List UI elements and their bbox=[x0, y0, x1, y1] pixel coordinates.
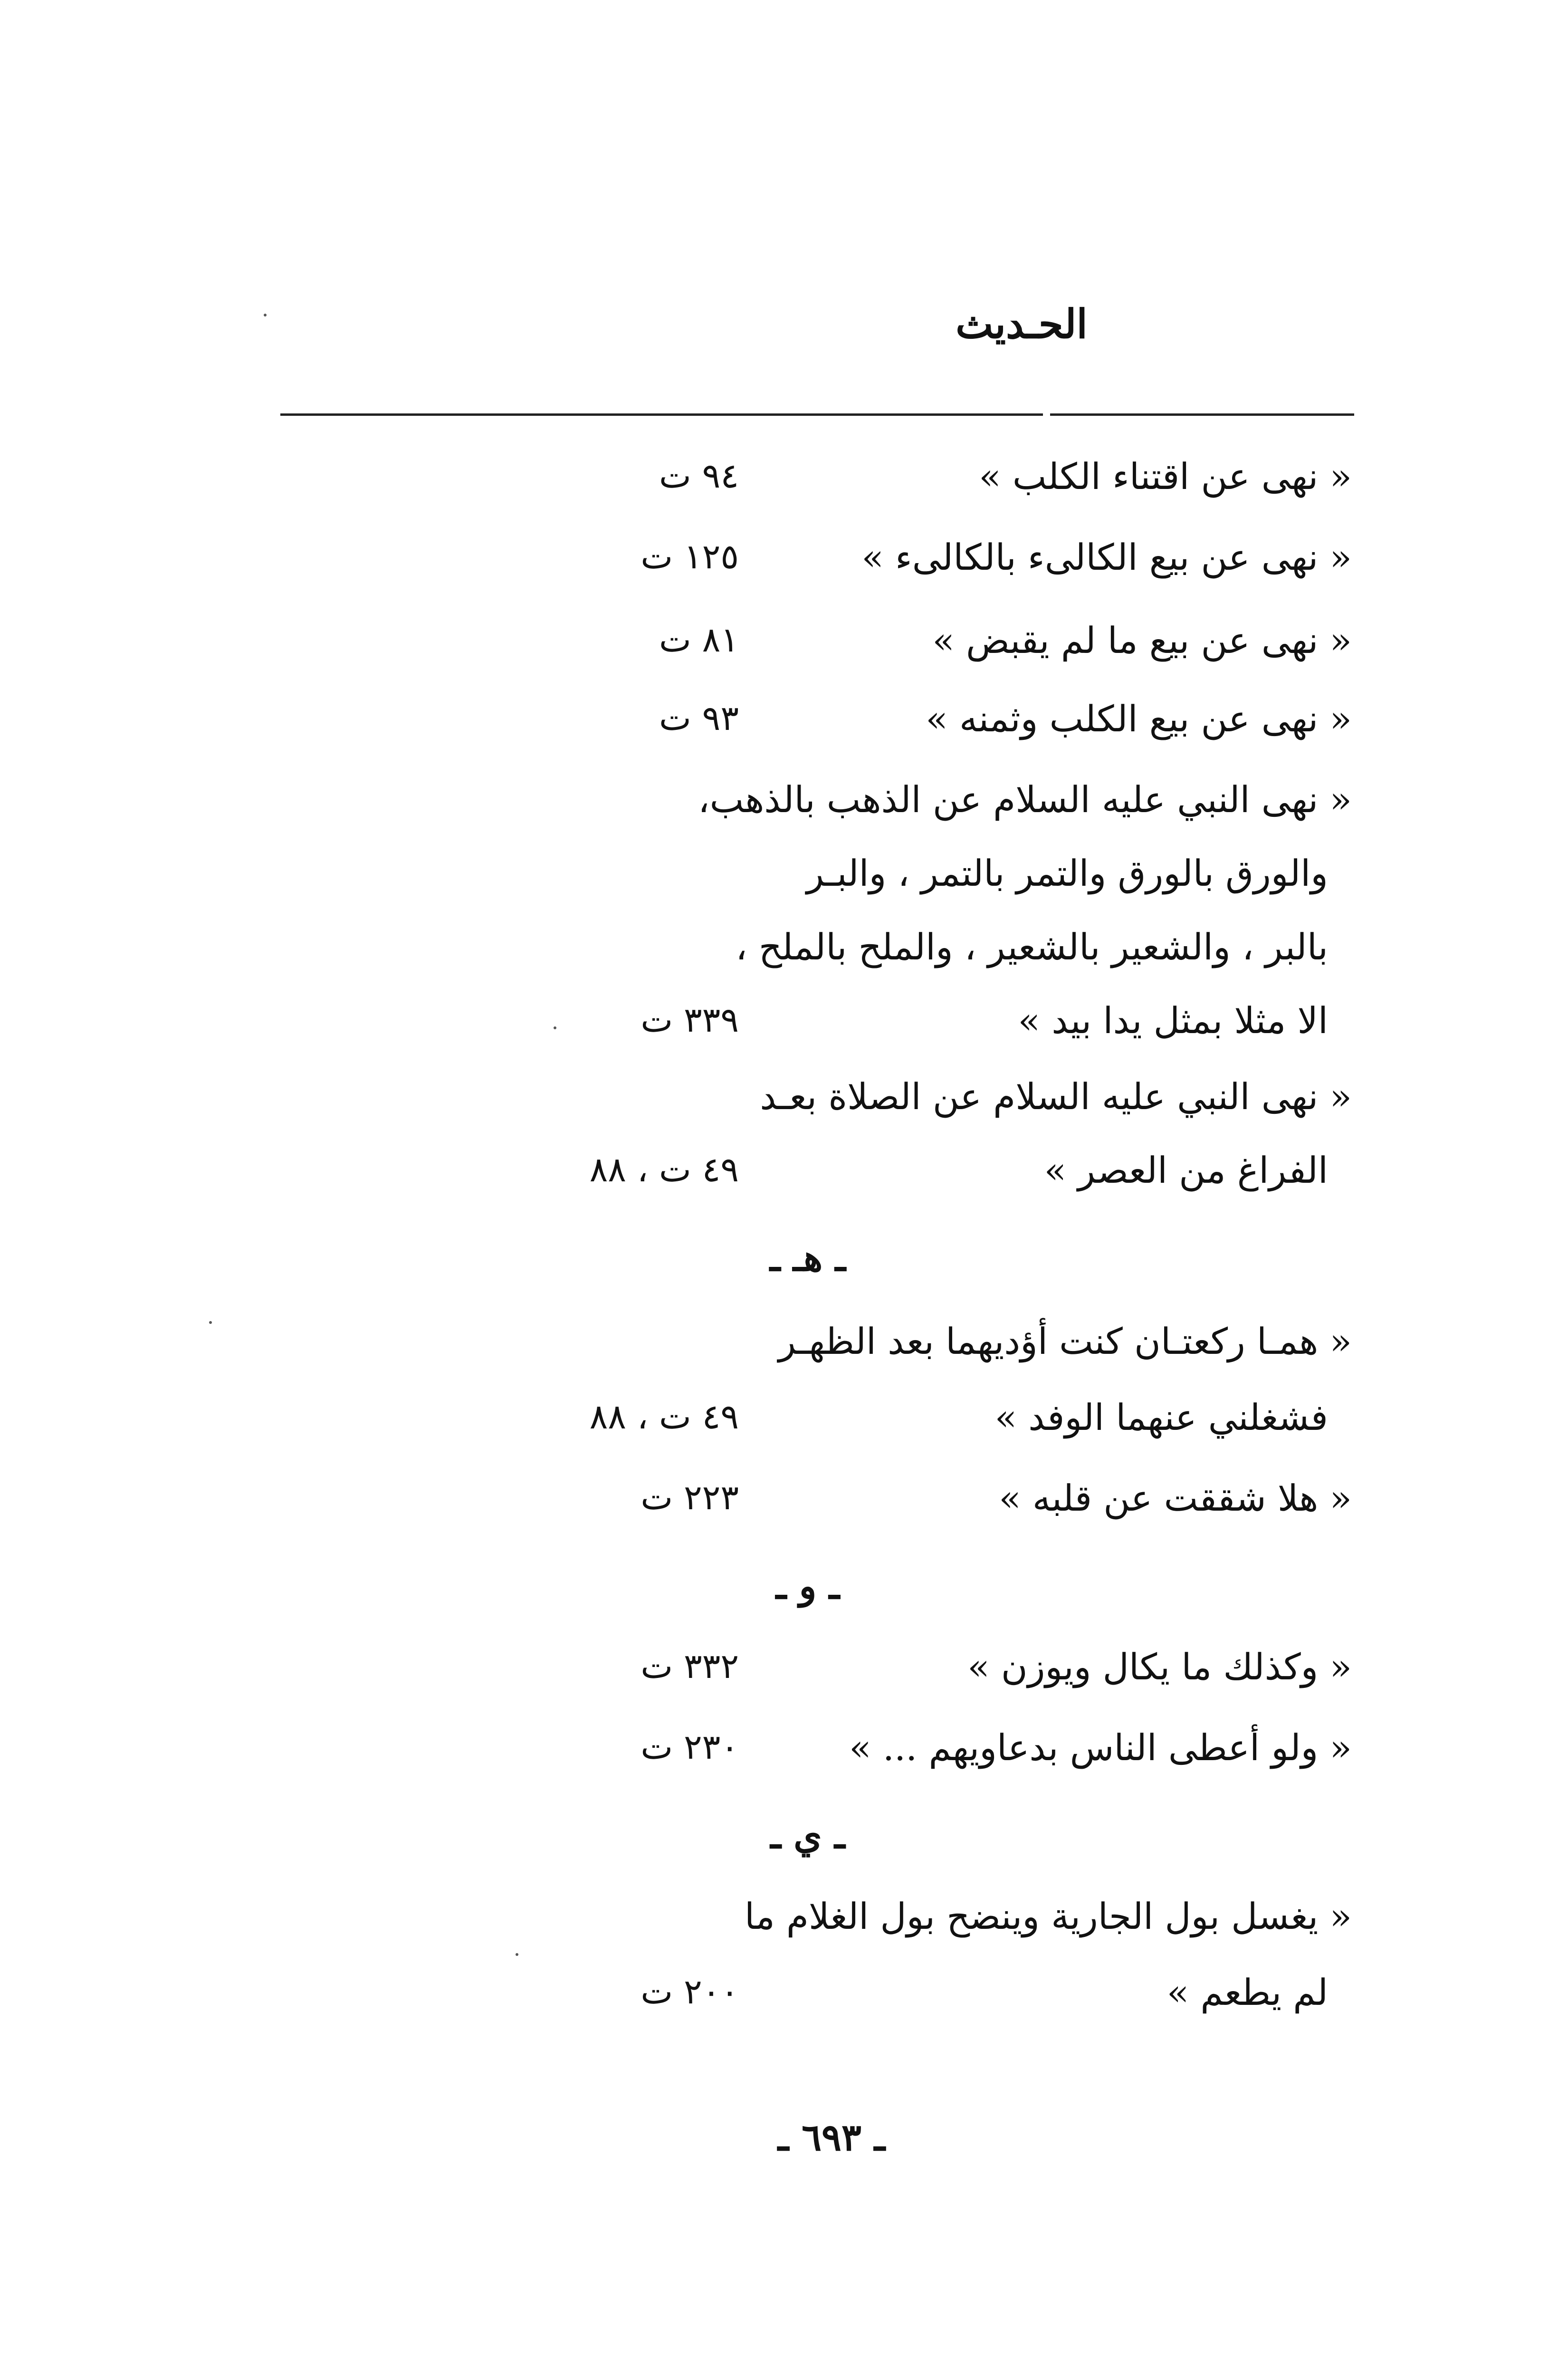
hadith-entry-ref: ٢٣٠ ت bbox=[641, 1727, 739, 1767]
section-heading-ha: ـ هـ ـ bbox=[770, 1237, 846, 1279]
hadith-entry-ref: ٤٩ ت ، ٨٨ bbox=[589, 1150, 739, 1189]
hadith-entry-text: « هلا شققت عن قلبه » bbox=[999, 1477, 1352, 1519]
hadith-entry-text: « نهى عن اقتناء الكلب » bbox=[979, 455, 1352, 498]
hadith-entry-text: « يغسل بول الجارية وينضح بول الغلام ما bbox=[744, 1895, 1352, 1937]
section-heading-waw: ـ و ـ bbox=[775, 1565, 840, 1607]
page-title: الحـديث bbox=[956, 300, 1088, 347]
page-number: ـ ٦٩٣ ـ bbox=[778, 2116, 885, 2159]
hadith-entry-text: « نهى النبي عليه السلام عن الذهب بالذهب، bbox=[698, 778, 1352, 821]
hadith-entry-ref: ١٢٥ ت bbox=[641, 537, 739, 576]
hadith-entry-ref: ٢٠٠ ت bbox=[641, 1972, 739, 2012]
scan-speck bbox=[264, 314, 267, 316]
section-heading-ya: ـ ي ـ bbox=[770, 1814, 845, 1857]
hadith-entry-ref: ٢٢٣ ت bbox=[641, 1477, 739, 1517]
hadith-entry-text: « وكذلك ما يكال ويوزن » bbox=[967, 1646, 1352, 1688]
hadith-entry-text: « نهى عن بيع الكلب وثمنه » bbox=[926, 698, 1352, 740]
hadith-entry-text: « همـا ركعتـان كنت أؤديهما بعد الظهـر bbox=[778, 1320, 1352, 1362]
hadith-entry-ref: ٣٣٩ ت bbox=[641, 1000, 739, 1040]
hadith-entry-text: الفراغ من العصر » bbox=[1044, 1149, 1328, 1191]
header-rule-right bbox=[1050, 413, 1354, 416]
scan-speck bbox=[209, 1321, 212, 1324]
scan-speck bbox=[516, 1953, 518, 1956]
hadith-entry-text: « نهى النبي عليه السلام عن الصلاة بعـد bbox=[760, 1075, 1352, 1118]
hadith-entry-text: « نهى عن بيع الكالىء بالكالىء » bbox=[861, 536, 1352, 578]
hadith-entry-ref: ٩٣ ت bbox=[659, 698, 739, 738]
hadith-entry-ref: ٣٣٢ ت bbox=[641, 1646, 739, 1686]
hadith-entry-text: والورق بالورق والتمر بالتمر ، والبـر bbox=[806, 852, 1328, 894]
hadith-entry-text: لم يطعم » bbox=[1166, 1971, 1328, 2013]
hadith-entry-text: فشغلني عنهما الوفد » bbox=[994, 1396, 1328, 1438]
hadith-entry-text: الا مثلا بمثل يدا بيد » bbox=[1018, 999, 1328, 1042]
header-rule-left bbox=[280, 413, 1043, 416]
hadith-entry-ref: ٩٤ ت bbox=[659, 456, 739, 496]
hadith-entry-text: « نهى عن بيع ما لم يقبض » bbox=[932, 619, 1352, 661]
hadith-entry-ref: ٨١ ت bbox=[659, 620, 739, 660]
hadith-entry-text: « ولو أعطى الناس بدعاويهم ... » bbox=[849, 1726, 1352, 1769]
hadith-entry-text: بالبر ، والشعير بالشعير ، والملح بالملح ، bbox=[736, 926, 1328, 968]
scan-speck bbox=[554, 1026, 556, 1029]
hadith-entry-ref: ٤٩ ت ، ٨٨ bbox=[589, 1397, 739, 1437]
